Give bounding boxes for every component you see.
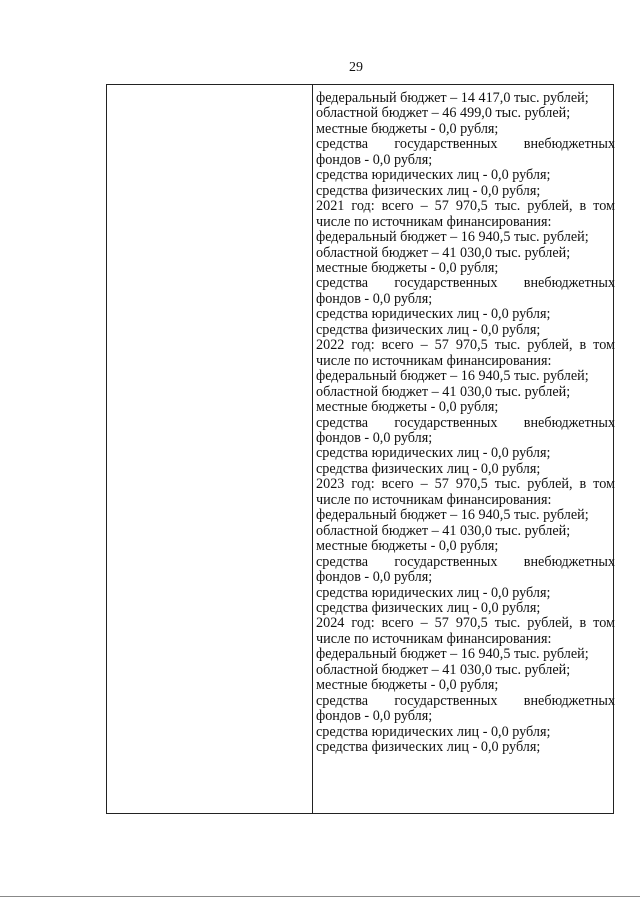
table-text-line: фондов - 0,0 рубля; [316,709,433,725]
table-text-line: федеральный бюджет – 16 940,5 тыс. рублей; [316,369,589,385]
table-text-line: областной бюджет – 41 030,0 тыс. рублей; [316,523,571,539]
table-left-cell [107,85,313,813]
table-text-line: средства юридических лиц - 0,0 рубля; [316,724,551,740]
table-text-line: областной бюджет – 41 030,0 тыс. рублей; [316,662,571,678]
table-text-line: числе по источникам финансирования: [316,214,552,230]
table-text-line: 2021 год: всего – 57 970,5 тыс. рублей, в том [316,199,615,215]
table-text-line: 2022 год: всего – 57 970,5 тыс. рублей, в том [316,338,615,354]
table-text-line: местные бюджеты - 0,0 рубля; [316,121,499,137]
table-text-line: средства физических лиц - 0,0 рубля; [316,461,541,477]
table-text-line: 2023 год: всего – 57 970,5 тыс. рублей, в том [316,477,615,493]
table-text-line: средства физических лиц - 0,0 рубля; [316,740,541,756]
table-text-line: средства юридических лиц - 0,0 рубля; [316,168,551,184]
table-text-line: средства государственных внебюджетных [316,415,615,431]
table-text-line: федеральный бюджет – 16 940,5 тыс. рублей; [316,508,589,524]
table-text-line: средства государственных внебюджетных [316,693,615,709]
table-text-line: областной бюджет – 41 030,0 тыс. рублей; [316,384,571,400]
document-table [106,84,614,814]
table-text-line: средства физических лиц - 0,0 рубля; [316,322,541,338]
table-text-line: федеральный бюджет – 16 940,5 тыс. рублей; [316,647,589,663]
table-text-line: средства юридических лиц - 0,0 рубля; [316,307,551,323]
table-text-line: средства государственных внебюджетных [316,276,615,292]
table-text-line: средства государственных внебюджетных [316,137,615,153]
table-right-cell [316,91,615,755]
table-text-line: числе по источникам финансирования: [316,631,552,647]
table-text-line: фондов - 0,0 рубля; [316,152,433,168]
table-text-line: фондов - 0,0 рубля; [316,570,433,586]
table-text-line: средства государственных внебюджетных [316,554,615,570]
table-text-line: областной бюджет – 46 499,0 тыс. рублей; [316,106,571,122]
table-text-line: средства физических лиц - 0,0 рубля; [316,183,541,199]
table-text-line: областной бюджет – 41 030,0 тыс. рублей; [316,245,571,261]
page-bottom-edge [0,896,640,897]
table-text-line: средства физических лиц - 0,0 рубля; [316,600,541,616]
table-text-line: федеральный бюджет – 16 940,5 тыс. рублей; [316,230,589,246]
table-text-line: фондов - 0,0 рубля; [316,430,433,446]
table-text-line: местные бюджеты - 0,0 рубля; [316,539,499,555]
table-text-line: 2024 год: всего – 57 970,5 тыс. рублей, в том [316,616,615,632]
table-text-line: местные бюджеты - 0,0 рубля; [316,400,499,416]
table-text-line: федеральный бюджет – 14 417,0 тыс. рублей; [316,91,589,106]
table-text-line: средства юридических лиц - 0,0 рубля; [316,446,551,462]
table-text-line: числе по источникам финансирования: [316,492,552,508]
table-text-line: фондов - 0,0 рубля; [316,291,433,307]
table-text-line: числе по источникам финансирования: [316,353,552,369]
page-number: 29 [349,60,363,75]
table-text-line: средства юридических лиц - 0,0 рубля; [316,585,551,601]
table-text-line: местные бюджеты - 0,0 рубля; [316,678,499,694]
table-text-line: местные бюджеты - 0,0 рубля; [316,260,499,276]
